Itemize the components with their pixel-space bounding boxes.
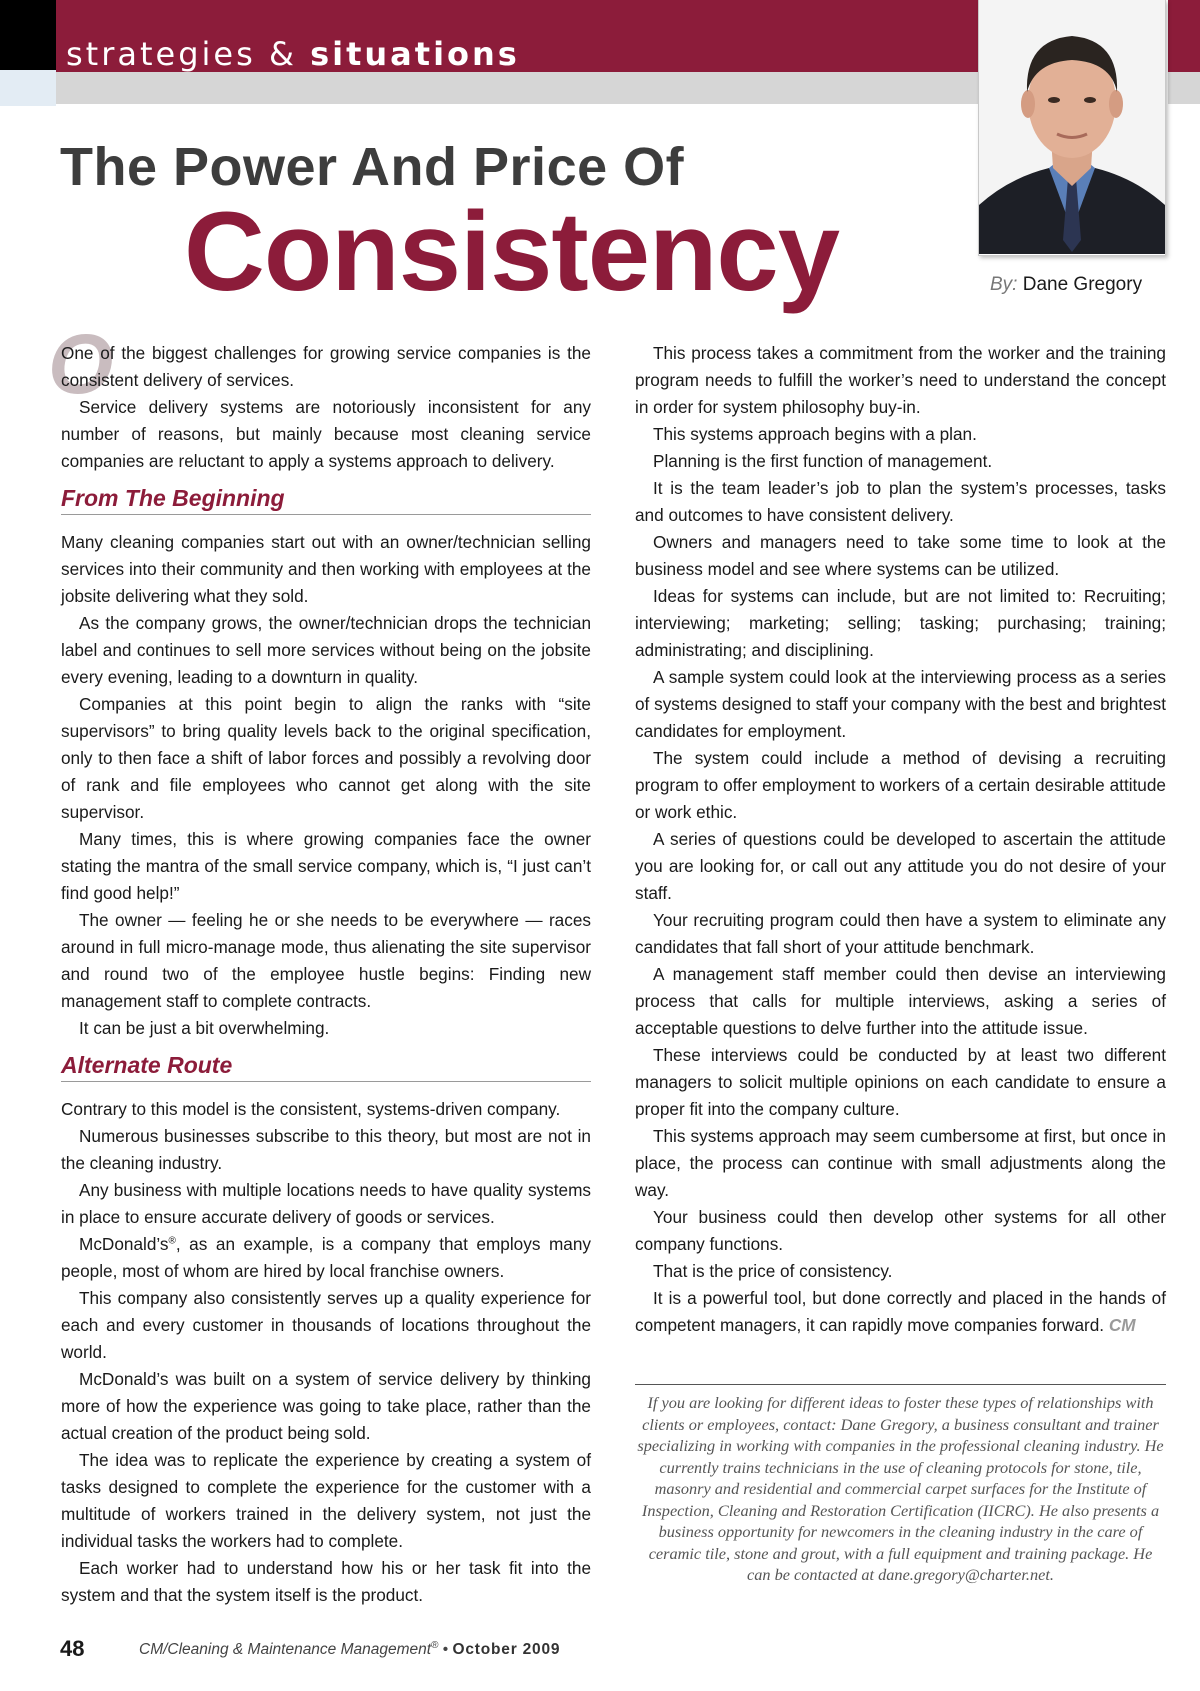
paragraph: As the company grows, the owner/technician drops the technician label and continues to sell more services without being on the jobsite every evening, leading to a downturn in quality.	[61, 613, 591, 687]
paragraph: Your business could then develop other systems for all other company functions.	[635, 1207, 1166, 1254]
paragraph: Many times, this is where growing companies face the owner stating the mantra of the small service company, which is, “I just can’t find good help!”	[61, 829, 591, 903]
header-bar-right	[1168, 0, 1200, 72]
subheading-alternate-route: Alternate Route	[61, 1049, 591, 1082]
author-photo	[978, 0, 1166, 256]
right-column	[635, 340, 1166, 1339]
paragraph: Each worker had to understand how his or her task fit into the system and that the system itself is the product.	[61, 1558, 591, 1605]
header-black-corner	[0, 0, 56, 70]
final-text: It is a powerful tool, but done correctly and placed in the hands of competent managers, it can rapidly move companies forward.	[635, 1288, 1166, 1335]
author-name: Dane Gregory	[1022, 274, 1143, 295]
publication-mark: ®	[431, 1639, 439, 1651]
drop-cap: O	[48, 317, 114, 411]
paragraph-mcdonalds	[61, 1231, 591, 1285]
paragraph: A management staff member could then devise an interviewing process that calls for multiple interviews, asking a series of acceptable questions to delve further into the attitude issue.	[635, 964, 1166, 1038]
paragraph: A sample system could look at the interviewing process as a series of systems designed to staff your company with the best and brightest candidates for employment.	[635, 667, 1166, 741]
paragraph: Numerous businesses subscribe to this theory, but most are not in the cleaning industry.	[61, 1126, 591, 1173]
header-gray-band-right	[1168, 72, 1200, 104]
paragraph: Many cleaning companies start out with an owner/technician selling services into their community and then working with employees at the jobsite delivering what they sold.	[61, 532, 591, 606]
paragraph: The idea was to replicate the experience by creating a system of tasks designed to complete the experience for the customer with a multitude of workers trained in the delivery system, not just the individual tasks the workers had to complete.	[61, 1450, 591, 1551]
paragraph: Owners and managers need to take some time to look at the business model and see where systems can be utilized.	[635, 532, 1166, 579]
issue-date: October 2009	[452, 1641, 561, 1658]
paragraph: The owner — feeling he or she needs to be everywhere — races around in full micro-manage mode, thus alienating the site supervisor and round two of the employee hustle begins: Finding new management staff to complete contracts.	[61, 910, 591, 1011]
mcdonalds-text: , as an example, is a company that employs many people, most of whom are hired by local franchise owners.	[61, 1234, 591, 1281]
paragraph: This company also consistently serves up a quality experience for each and every customer in thousands of locations throughout the world.	[61, 1288, 591, 1362]
paragraph: A series of questions could be developed to ascertain the attitude you are looking for, or call out any attitude you do not desire of your staff.	[635, 829, 1166, 903]
paragraph: Ideas for systems can include, but are not limited to: Recruiting; interviewing; marketing; selling; tasking; purchasing; training; administrating; and disciplining.	[635, 586, 1166, 660]
paragraph: Planning is the first function of management.	[653, 451, 993, 471]
bio-divider	[635, 1384, 1166, 1385]
paragraph: These interviews could be conducted by at least two different managers to solicit multiple opinions on each candidate to ensure a proper fit into the company culture.	[635, 1045, 1166, 1119]
paragraph: This systems approach may seem cumbersome at first, but once in place, the process can continue with small adjustments along the way.	[635, 1126, 1166, 1200]
article-title-line2: Consistency	[184, 189, 839, 314]
footer-separator: •	[438, 1641, 453, 1658]
left-column	[61, 340, 591, 1609]
mcdonalds-name: McDonald’s	[79, 1234, 169, 1254]
paragraph: Companies at this point begin to align the ranks with “site supervisors” to bring quality levels back to the original specification, only to then face a shift of labor forces and possibly a revolving door of rank and file employees who cannot get along with the site supervisor.	[61, 694, 591, 822]
article-title-line1: The Power And Price Of	[60, 137, 685, 197]
paragraph-final	[635, 1285, 1166, 1339]
paragraph: The system could include a method of devising a recruiting program to offer employment to workers of a certain desirable attitude or work ethic.	[635, 748, 1166, 822]
paragraph: It can be just a bit overwhelming.	[79, 1018, 330, 1038]
section-label-light: strategies &	[66, 35, 311, 73]
header-gray-band	[56, 72, 979, 104]
paragraph: Your recruiting program could then have a system to eliminate any candidates that fall short of your attitude benchmark.	[635, 910, 1166, 957]
paragraph: Any business with multiple locations needs to have quality systems in place to ensure accurate delivery of goods or services.	[61, 1180, 591, 1227]
byline	[990, 273, 1142, 297]
end-signature: CM	[1108, 1315, 1136, 1335]
paragraph: That is the price of consistency.	[653, 1261, 893, 1281]
paragraph: One of the biggest challenges for growing service companies is the consistent delivery of services.	[61, 343, 591, 390]
paragraph: Contrary to this model is the consistent, systems-driven company.	[61, 1099, 561, 1119]
author-bio: If you are looking for different ideas to foster these types of relationships with clients or employees, contact: Dane Gregory, a business consultant and trainer specializing in working with companies in the professional cleaning industry. He currently trains technicians in the use of cleaning protocols for stone, tile, masonry and residential and commercial carpet surfaces for the Institute of Inspection, Cleaning and Restoration Certification (IICRC). He also presents a business opportunity for newcomers in the cleaning industry in the care of ceramic tile, stone and grout, with a full equipment and training package. He can be contacted at dane.gregory@charter.net.	[637, 1393, 1164, 1584]
publication-name: CM/Cleaning & Maintenance Management	[139, 1641, 432, 1658]
header-light-corner	[0, 70, 56, 106]
paragraph: This process takes a commitment from the worker and the training program needs to fulfill the worker’s need to understand the concept in order for system philosophy buy-in.	[635, 343, 1166, 417]
author-portrait-image	[979, 0, 1165, 254]
registered-mark: ®	[168, 1235, 176, 1247]
section-label-bold: situations	[310, 35, 520, 73]
subheading-from-the-beginning: From The Beginning	[61, 482, 591, 515]
section-label	[66, 34, 520, 74]
paragraph: McDonald’s was built on a system of service delivery by thinking more of how the experience was going to take place, rather than the actual creation of the product being sold.	[61, 1369, 591, 1443]
paragraph: Service delivery systems are notoriously inconsistent for any number of reasons, but mainly because most cleaning service companies are reluctant to apply a systems approach to delivery.	[61, 397, 591, 471]
page-number: 48	[60, 1636, 85, 1661]
paragraph: It is the team leader’s job to plan the system’s processes, tasks and outcomes to have consistent delivery.	[635, 478, 1166, 525]
paragraph: This systems approach begins with a plan.	[653, 424, 977, 444]
byline-label: By:	[990, 274, 1018, 295]
footer-publication	[139, 1641, 560, 1659]
